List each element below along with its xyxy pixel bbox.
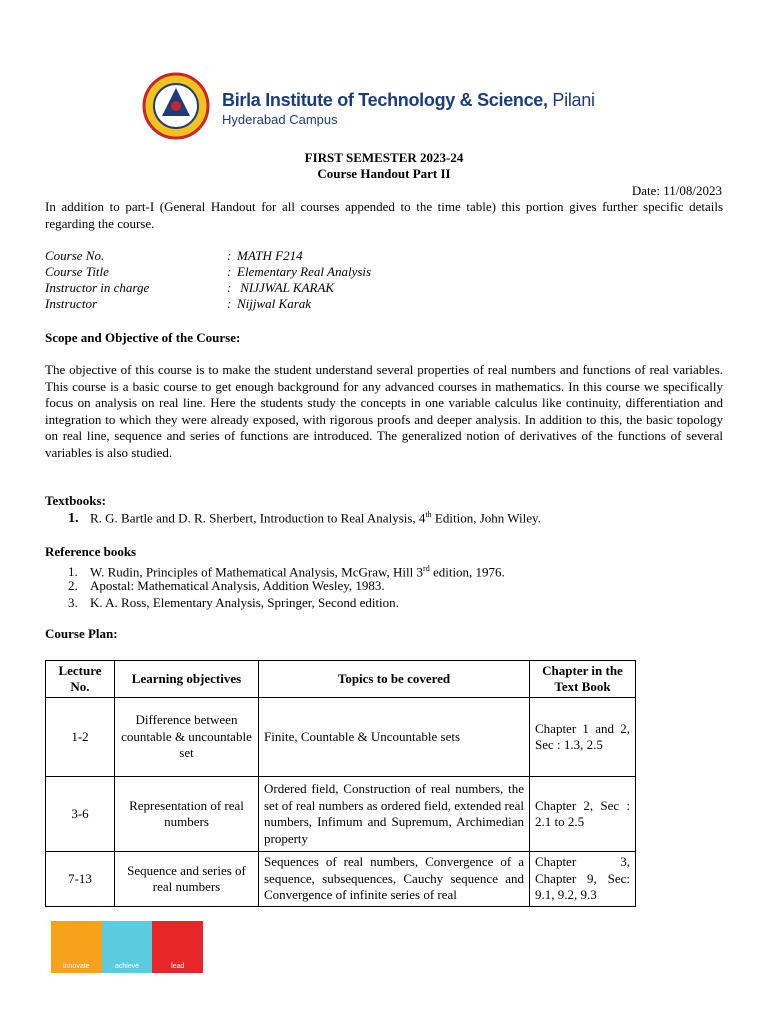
scope-paragraph: The objective of this course is to make the student understand several properties of real numbers and functions of real variables. This course is a basic course to get enough background for any advanced courses in mathematics. In this course we specifically focus on analysis on real line. Here the students study the concepts in one variable calculus like continuity, differentiation and integration to which they were already exposed, with rigorous proofs and deeper analysis. In addition to this, the basic topology on real line, sequence and series of functions are introduced. The generalized notion of derivatives of the functions of several variables is also studied.: [45, 362, 723, 460]
info-course-title: Course Title : Elementary Real Analysis: [45, 264, 372, 279]
header-chapter: Chapter in the Text Book: [530, 661, 636, 698]
cell-objective: Difference between countable & uncountable set: [115, 698, 259, 777]
handout-date: Date: 11/08/2023: [631, 183, 722, 198]
reference-item: 2. Apostal: Mathematical Analysis, Addition Wesley, 1983.: [68, 578, 385, 593]
info-course-no: Course No. : MATH F214: [45, 248, 303, 263]
table-header-row: [46, 661, 636, 698]
cell-chapter: Chapter 1 and 2, Sec : 1.3, 2.5: [530, 698, 636, 777]
cell-lecture: 1-2: [46, 698, 115, 777]
lead-block: lead: [152, 921, 203, 973]
header-topics: Topics to be covered: [259, 661, 530, 698]
innovate-achieve-lead-banner: [51, 921, 203, 973]
achieve-block: achieve: [102, 921, 153, 973]
info-instructor: Instructor : Nijjwal Karak: [45, 296, 312, 311]
cell-chapter: Chapter 2, Sec : 2.1 to 2.5: [530, 777, 636, 852]
cell-lecture: 7-13: [46, 852, 115, 907]
handout-title: Course Handout Part II: [317, 166, 451, 181]
innovate-block: innovate: [51, 921, 102, 973]
semester-title: FIRST SEMESTER 2023-24: [304, 150, 464, 165]
cell-lecture: 3-6: [46, 777, 115, 852]
campus-name: Hyderabad Campus: [222, 112, 338, 127]
cell-topics: Ordered field, Construction of real numbers, the set of real numbers as ordered field, extended real numbers, Infimum and Supremum, Archimedian property: [259, 777, 530, 852]
cell-objective: Sequence and series of real numbers: [115, 852, 259, 907]
table-row: [46, 698, 636, 777]
info-instructor-in-charge: Instructor in charge : NIJJWAL KARAK: [45, 280, 335, 295]
cell-objective: Representation of real numbers: [115, 777, 259, 852]
header-objectives: Learning objectives: [115, 661, 259, 698]
cell-topics: Sequences of real numbers, Convergence of a sequence, subsequences, Cauchy sequence and Convergence of infinite series of real: [259, 852, 530, 907]
textbooks-heading: Textbooks:: [45, 493, 106, 508]
institute-name: Birla Institute of Technology & Science, Pilani: [222, 90, 595, 110]
course-plan-table: [45, 660, 636, 907]
intro-paragraph: In addition to part-I (General Handout for all courses appended to the time table) this portion gives further specific details regarding the course.: [45, 199, 723, 231]
references-heading: Reference books: [45, 544, 137, 559]
table-row: [46, 852, 636, 907]
course-plan-heading: Course Plan:: [45, 626, 118, 641]
reference-item: 3. K. A. Ross, Elementary Analysis, Springer, Second edition.: [68, 595, 399, 610]
scope-heading: Scope and Objective of the Course:: [45, 330, 241, 345]
table-row: [46, 777, 636, 852]
textbook-item: 1. R. G. Bartle and D. R. Sherbert, Introduction to Real Analysis, 4th Edition, John Wiley.: [68, 510, 541, 527]
bits-seal-logo: [138, 72, 214, 140]
cell-topics: Finite, Countable & Uncountable sets: [259, 698, 530, 777]
institute-wordmark: [222, 90, 595, 127]
reference-item: 1. W. Rudin, Principles of Mathematical Analysis, McGraw, Hill 3rd edition, 1976.: [68, 564, 505, 580]
cell-chapter: Chapter 3, Chapter 9, Sec: 9.1, 9.2, 9.3: [530, 852, 636, 907]
header-lecture: Lecture No.: [46, 661, 115, 698]
